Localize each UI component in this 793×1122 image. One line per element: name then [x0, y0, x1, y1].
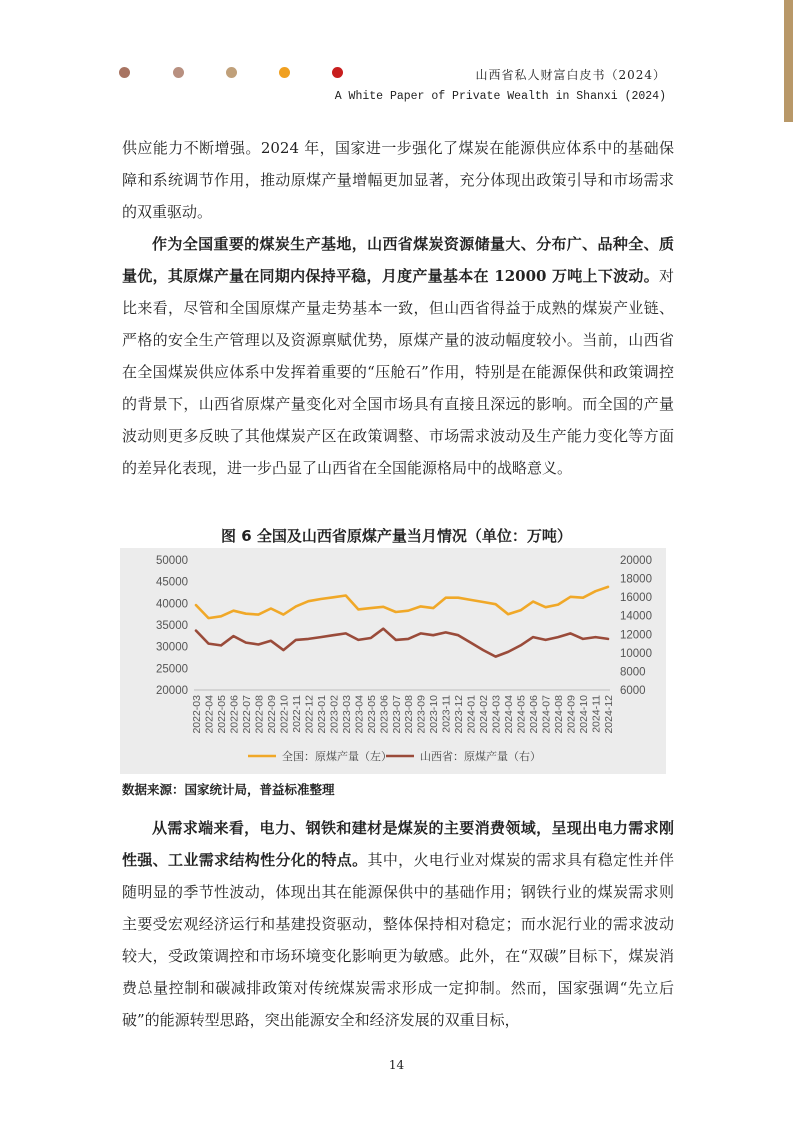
figure-title: 图 6 全国及山西省原煤产量当月情况（单位：万吨）: [221, 527, 572, 545]
x-tick-label: 2023-03: [340, 695, 353, 734]
page-number: 14: [388, 1058, 405, 1072]
x-tick-label: 2022-11: [290, 695, 303, 733]
paragraph-2: [122, 228, 674, 484]
series-line-1: [196, 587, 608, 618]
x-tick-label: 2023-12: [453, 695, 466, 734]
side-tab: [784, 0, 793, 122]
paragraph-1: 供应能力不断增强。2024 年，国家进一步强化了煤炭在能源供应体系中的基础保障和系统调节作用，推动原煤产量增幅更加显著，充分体现出政策引导和市场需求的双重驱动。: [122, 139, 674, 221]
x-tick-label: 2023-04: [353, 695, 366, 734]
x-tick-label: 2022-07: [240, 695, 253, 734]
y-right-tick-label: 14000: [620, 610, 652, 623]
y-left-tick-label: 45000: [156, 576, 188, 589]
x-tick-label: 2023-08: [403, 695, 416, 734]
y-right-tick-label: 18000: [620, 573, 652, 586]
chart-area: [120, 548, 666, 774]
paragraph-2-lead: 作为全国重要的煤炭生产基地，山西省煤炭资源储量大、分布广、品种全、质量优，其原煤产量在同期内保持平稳，月度产量基本在 12000 万吨上下波动。: [122, 235, 674, 285]
x-tick-label: 2024-05: [515, 695, 528, 734]
x-tick-label: 2023-10: [428, 695, 441, 734]
x-tick-label: 2024-11: [590, 695, 603, 733]
x-tick-label: 2023-02: [328, 695, 341, 734]
x-tick-label: 2022-12: [303, 695, 316, 734]
header-dot: [226, 67, 237, 78]
header-title-cn: 山西省私人财富白皮书（2024）: [475, 68, 666, 82]
header-dot: [332, 67, 343, 78]
x-tick-label: 2023-01: [315, 695, 328, 734]
x-tick-label: 2023-05: [365, 695, 378, 734]
x-tick-label: 2023-06: [378, 695, 391, 734]
y-right-tick-label: 12000: [620, 629, 652, 642]
paragraph-3: [122, 812, 674, 1036]
x-tick-label: 2024-07: [540, 695, 553, 734]
y-right-tick-label: 10000: [620, 647, 652, 660]
header-title-en: A White Paper of Private Wealth in Shanxi (2024): [334, 90, 666, 103]
paragraph-3-body: 其中，火电行业对煤炭的需求具有稳定性并伴随明显的季节性波动，体现出其在能源保供中的基础作用；钢铁行业的煤炭需求则主要受宏观经济运行和基建投资驱动，整体保持相对稳定；而水泥行业的需求波动较大，受政策调控和市场环境变化影响更为敏感。此外，在“双碳”目标下，煤炭消费总量控制和碳减排政策对传统煤炭需求形成一定抑制。然而，国家强调“先立后破”的能源转型思路，突出能源安全和经济发展的双重目标，: [122, 851, 674, 1029]
x-tick-label: 2022-09: [265, 695, 278, 734]
header-dot: [119, 67, 130, 78]
x-tick-label: 2023-07: [390, 695, 403, 734]
figure-source: 数据来源：国家统计局，普益标准整理: [122, 782, 335, 797]
x-tick-label: 2022-06: [228, 695, 241, 734]
x-tick-label: 2022-10: [278, 695, 291, 734]
line-chart: [120, 548, 666, 774]
y-right-tick-label: 16000: [620, 592, 652, 605]
y-left-tick-label: 25000: [156, 663, 188, 676]
x-tick-label: 2023-09: [415, 695, 428, 734]
legend-label-2: 山西省：原煤产量（右）: [420, 750, 541, 763]
x-tick-label: 2022-08: [253, 695, 266, 734]
y-right-tick-label: 20000: [620, 555, 652, 567]
y-left-tick-label: 20000: [156, 685, 188, 697]
y-left-tick-label: 40000: [156, 598, 188, 611]
paragraph-3-lead: 从需求端来看，电力、钢铁和建材是煤炭的主要消费领域，呈现出电力需求刚性强、工业需求结构性分化的特点。: [122, 819, 674, 869]
x-tick-label: 2024-09: [565, 695, 578, 734]
x-tick-label: 2022-04: [203, 695, 216, 734]
x-tick-label: 2024-02: [478, 695, 491, 734]
x-tick-label: 2024-04: [503, 695, 516, 734]
x-tick-label: 2022-05: [215, 695, 228, 734]
paragraph-2-body: 对比来看，尽管和全国原煤产量走势基本一致，但山西省得益于成熟的煤炭产业链、严格的安全生产管理以及资源禀赋优势，原煤产量的波动幅度较小。当前，山西省在全国煤炭供应体系中发挥着重要的“压舱石”作用，特别是在能源保供和政策调控的背景下，山西省原煤产量变化对全国市场具有直接且深远的影响。而全国的产量波动则更多反映了其他煤炭产区在政策调整、市场需求波动及生产能力变化等方面的差异化表现，进一步凸显了山西省在全国能源格局中的战略意义。: [122, 267, 674, 477]
x-tick-label: 2024-06: [528, 695, 541, 734]
x-tick-label: 2022-03: [191, 695, 203, 734]
header-dot: [173, 67, 184, 78]
legend-label-1: 全国：原煤产量（左）: [282, 750, 392, 763]
x-tick-label: 2024-03: [490, 695, 503, 734]
y-left-tick-label: 50000: [156, 555, 188, 567]
x-tick-label: 2024-10: [578, 695, 591, 734]
header-dot: [279, 67, 290, 78]
x-tick-label: 2023-11: [440, 695, 453, 733]
y-right-tick-label: 6000: [620, 685, 646, 697]
series-line-2: [196, 629, 608, 657]
x-tick-label: 2024-01: [465, 695, 478, 734]
y-left-tick-label: 30000: [156, 641, 188, 654]
y-left-tick-label: 35000: [156, 620, 188, 632]
x-tick-label: 2024-12: [603, 695, 615, 734]
x-tick-label: 2024-08: [553, 695, 566, 734]
y-right-tick-label: 8000: [620, 666, 646, 679]
